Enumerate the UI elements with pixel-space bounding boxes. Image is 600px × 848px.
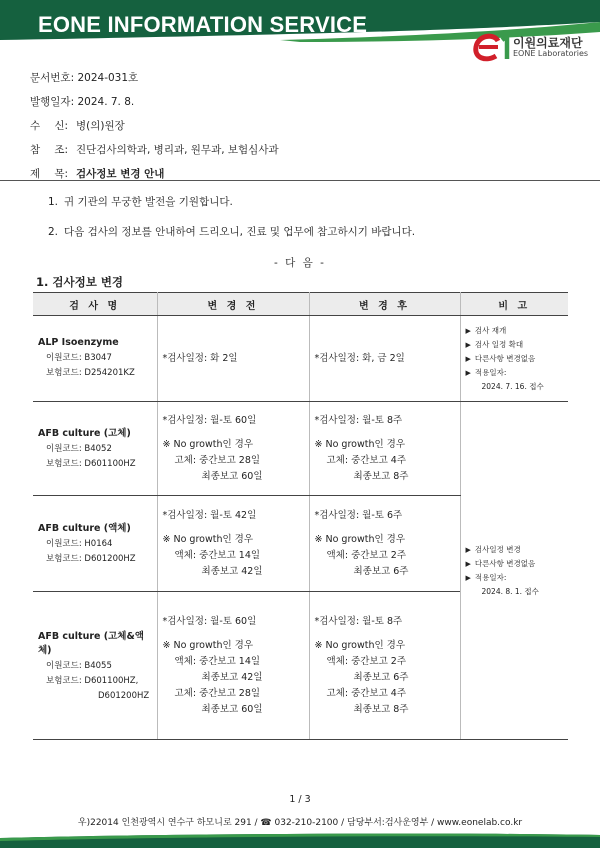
logo-korean-name: 이원의료재단 [513, 36, 583, 50]
test-cell: ALP Isoenzyme 이원코드: B3047 보험코드: D254201KZ [33, 316, 157, 402]
footer-band [0, 830, 600, 848]
test-cell: AFB culture (고체) 이원코드: B4052 보험코드: D601100HZ [33, 402, 157, 496]
recipient: 병(의)원장 [76, 120, 125, 132]
test-cell: AFB culture (액체) 이원코드: H0164 보험코드: D601200HZ [33, 496, 157, 592]
bullet-icon: ▶ [465, 369, 471, 377]
recipient-label: 수 신: [30, 120, 68, 132]
reference-row [30, 142, 279, 157]
before-cell: *검사일정: 화 2일 [157, 316, 309, 402]
reference: 진단검사의학과, 병리과, 원무과, 보험심사과 [76, 144, 279, 156]
logo-english-name: EONE Laboratories [513, 49, 589, 58]
table-row [33, 402, 568, 496]
bullet-icon: ▶ [465, 355, 471, 363]
table-header-row [33, 293, 568, 316]
after-cell: *검사일정: 월-토 6주 ※ No growth인 경우 액체: 중간보고 2주 최종보고 6주 [309, 496, 460, 592]
doc-number: 2024-031호 [77, 72, 139, 84]
subject-label: 제 목: [30, 168, 68, 180]
issue-date: 2024. 7. 8. [77, 96, 135, 108]
after-cell: *검사일정: 월-토 8주 ※ No growth인 경우 고체: 중간보고 4주 최종보고 8주 [309, 402, 460, 496]
doc-number-row [30, 70, 138, 85]
reference-label: 참 조: [30, 144, 68, 156]
notice-heading: - 다 음 - [274, 257, 326, 269]
header-remarks: 비 고 [460, 293, 568, 316]
header-before: 변 경 전 [157, 293, 309, 316]
table-row [33, 316, 568, 402]
logo-mark-icon [472, 32, 512, 62]
company-logo [472, 32, 597, 62]
recipient-row [30, 118, 125, 133]
issue-date-row [30, 94, 134, 109]
remarks-cell: ▶ 검사 재개 ▶ 검사 일정 확대 ▶ 다른사항 변경없음 ▶ 적용일자: 2024. 7. 16. 접수 [460, 316, 568, 402]
header-test-name: 검 사 명 [33, 293, 157, 316]
bullet-icon: ▶ [465, 546, 471, 554]
subject-row [30, 166, 164, 181]
divider [0, 180, 600, 181]
before-cell: *검사일정: 월-토 60일 ※ No growth인 경우 고체: 중간보고 28일 최종보고 60일 [157, 402, 309, 496]
before-cell: *검사일정: 월-토 60일 ※ No growth인 경우 액체: 중간보고 14일 최종보고 42일 고체: 중간보고 28일 최종보고 60일 [157, 592, 309, 740]
changes-table [33, 292, 568, 740]
issue-date-label: 발행일자: [30, 96, 75, 108]
bullet-icon: ▶ [465, 341, 471, 349]
paragraph-1: 1. 귀 기관의 무궁한 발전을 기원합니다. [48, 196, 233, 208]
doc-number-label: 문서번호: [30, 72, 75, 84]
paragraph-2: 2. 다음 검사의 정보를 안내하여 드리오니, 진료 및 업무에 참고하시기 바랍니다. [48, 226, 416, 238]
before-cell: *검사일정: 월-토 42일 ※ No growth인 경우 액체: 중간보고 14일 최종보고 42일 [157, 496, 309, 592]
test-cell: AFB culture (고체&액체) 이원코드: B4055 보험코드: D601100HZ, D601200HZ [33, 592, 157, 740]
remarks-cell: ▶ 검사일정 변경 ▶ 다른사항 변경없음 ▶ 적용일자: 2024. 8. 1. 접수 [460, 402, 568, 740]
header-band [0, 0, 600, 62]
after-cell: *검사일정: 월-토 8주 ※ No growth인 경우 액체: 중간보고 2주 최종보고 6주 고체: 중간보고 4주 최종보고 8주 [309, 592, 460, 740]
section-title: 1. 검사정보 변경 [36, 275, 124, 289]
bullet-icon: ▶ [465, 327, 471, 335]
header-title: EONE INFORMATION SERVICE [38, 12, 368, 37]
footer-address: 우)22014 인천광역시 연수구 하모니로 291 / ☎ 032-210-2100 / 담당부서:검사운영부 / www.eonelab.co.kr [77, 818, 523, 828]
bullet-icon: ▶ [465, 574, 471, 582]
after-cell: *검사일정: 화, 금 2일 [309, 316, 460, 402]
bullet-icon: ▶ [465, 560, 471, 568]
subject: 검사정보 변경 안내 [76, 168, 165, 180]
header-after: 변 경 후 [309, 293, 460, 316]
page-number: 1 / 3 [289, 794, 311, 805]
